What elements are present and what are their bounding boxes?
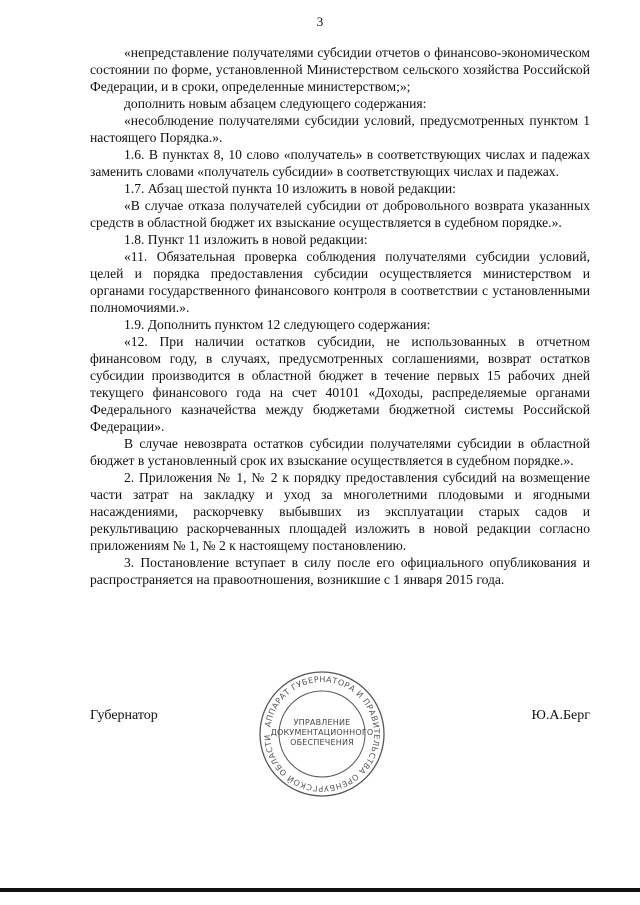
paragraph: 1.8. Пункт 11 изложить в новой редакции: — [124, 232, 368, 247]
paragraph: В случае невозврата остатков субсидии получателями субсидии в областной бюджет в установленный срок их взыскание осуществляется в судебном порядке.». — [90, 436, 590, 468]
paragraph: 1.6. В пунктах 8, 10 слово «получатель» в соответствующих числах и падежах заменить словами «получатель субсидии» в соответствующих числах и падежах. — [90, 147, 590, 179]
paragraph: дополнить новым абзацем следующего содержания: — [124, 96, 427, 111]
paragraph: «несоблюдение получателями субсидии условий, предусмотренных пунктом 1 настоящего Порядка.». — [90, 113, 590, 145]
bottom-rule — [0, 888, 640, 892]
paragraph: «В случае отказа получателей субсидии от добровольного возврата указанных средств в областной бюджет их взыскание осуществляется в судебном порядке.». — [90, 198, 590, 230]
stamp-line: ОБЕСПЕЧЕНИЯ — [290, 738, 354, 747]
paragraph: «12. При наличии остатков субсидии, не использованных в отчетном финансовом году, в случаях, предусмотренных соглашениями, возврат остатков субсидии производится в областной бюджет в течение первых 15 рабочих дней текущего финансового года на счет 40101 «Доходы, распределяемые органами Федерального казначейства между бюджетами бюджетной системы Российской Федерации». — [90, 334, 590, 434]
stamp-center-text — [257, 718, 387, 748]
stamp-ring-text: АППАРАТ ГУБЕРНАТОРА И ПРАВИТЕЛЬСТВА ОРЕНБУРГСКОЙ ОБЛАСТИ — [262, 674, 382, 794]
paragraph: 3. Постановление вступает в силу после его официального опубликования и распространяется на правоотношения, возникшие с 1 января 2015 года. — [90, 555, 590, 587]
stamp-line: УПРАВЛЕНИЕ — [293, 718, 351, 727]
official-stamp — [257, 669, 387, 799]
paragraph: 1.9. Дополнить пунктом 12 следующего содержания: — [124, 317, 431, 332]
paragraph: 2. Приложения № 1, № 2 к порядку предоставления субсидий на возмещение части затрат на закладку и уход за многолетними плодовыми и ягодными насаждениями, раскорчевку выбывших из эксплуатации старых садов и рекультивацию раскорчеванных площадей изложить в новой редакции согласно приложениям № 1, № 2 к настоящему постановлению. — [90, 470, 590, 553]
signature-title: Губернатор — [90, 708, 158, 723]
signature-name: Ю.А.Берг — [531, 708, 590, 723]
paragraph: 1.7. Абзац шестой пункта 10 изложить в новой редакции: — [124, 181, 456, 196]
paragraph: «непредставление получателями субсидии отчетов о финансово-экономическом состоянии по форме, установленной Министерством сельского хозяйства Российской Федерации, и в сроки, определенные министерством;»; — [90, 45, 590, 94]
stamp-line: ДОКУМЕНТАЦИОННОГО — [270, 728, 374, 737]
paragraph: «11. Обязательная проверка соблюдения получателями субсидии условий, целей и порядка предоставления субсидии осуществляется министерством и органами государственного финансового контроля в соответствии с установленными полномочиями.». — [90, 249, 590, 315]
document-body — [90, 44, 590, 588]
page-number: 3 — [316, 14, 324, 29]
